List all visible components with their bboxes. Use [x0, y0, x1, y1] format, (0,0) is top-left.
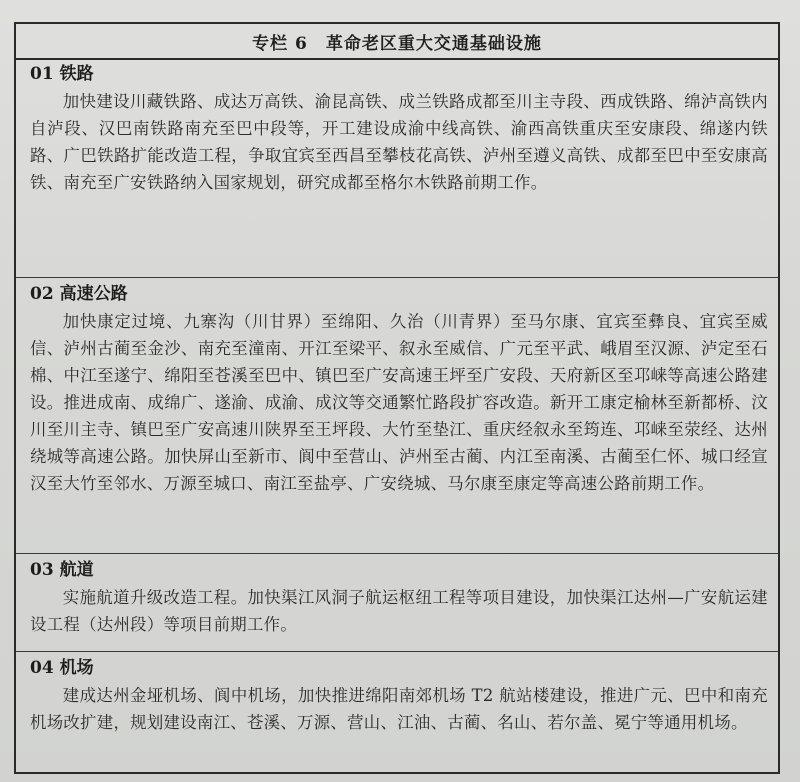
column-box	[14, 22, 780, 774]
section-heading: 01 铁路	[30, 64, 94, 84]
section-body: 加快康定过境、九寨沟（川甘界）至绵阳、久治（川青界）至马尔康、宜宾至彝良、宜宾至威信、泸州古蔺至金沙、南充至潼南、开江至梁平、叙永至威信、广元至平武、峨眉至汉源、泸定至石棉、中江至遂宁、绵阳至苍溪至巴中、镇巴至广安高速王坪至广安段、天府新区至邛崃等高速公路建设。推进成南、成绵广、遂渝、成渝、成汶等交通繁忙路段扩容改造。新开工康定榆林至新都桥、汶川至川主寺、镇巴至广安高速川陕界至王坪段、大竹至垫江、重庆经叙永至筠连、邛崃至荥经、达州绕城等高速公路。加快屏山至新市、阆中至营山、泸州至古蔺、内江至南溪、古蔺至仁怀、城口经宣汉至大竹至邻水、万源至城口、南江至盐亭、广安绕城、马尔康至康定等高速公路前期工作。	[30, 312, 768, 493]
section-heading: 04 机场	[30, 658, 94, 678]
section-expressway	[16, 278, 778, 554]
section-railway	[16, 58, 778, 278]
section-body: 实施航道升级改造工程。加快渠江风洞子航运枢纽工程等项目建设，加快渠江达州—广安航运建设工程（达州段）等项目前期工作。	[30, 588, 768, 634]
section-heading: 03 航道	[30, 560, 94, 580]
section-body: 加快建设川藏铁路、成达万高铁、渝昆高铁、成兰铁路成都至川主寺段、西成铁路、绵泸高铁内自泸段、汉巴南铁路南充至巴中段等，开工建设成渝中线高铁、渝西高铁重庆至安康段、绵遂内铁路、广巴铁路扩能改造工程，争取宜宾至西昌至攀枝花高铁、泸州至遵义高铁、成都至巴中至安康高铁、南充至广安铁路纳入国家规划，研究成都至格尔木铁路前期工作。	[30, 92, 768, 192]
section-body: 建成达州金垭机场、阆中机场，加快推进绵阳南郊机场 T2 航站楼建设，推进广元、巴中和南充机场改扩建，规划建设南江、苍溪、万源、营山、江油、古蔺、名山、若尔盖、冕宁等通用机场。	[30, 686, 768, 732]
section-waterway	[16, 554, 778, 652]
section-heading: 02 高速公路	[30, 284, 128, 304]
column-title: 专栏 6 革命老区重大交通基础设施	[16, 24, 778, 60]
section-airport	[16, 652, 778, 774]
